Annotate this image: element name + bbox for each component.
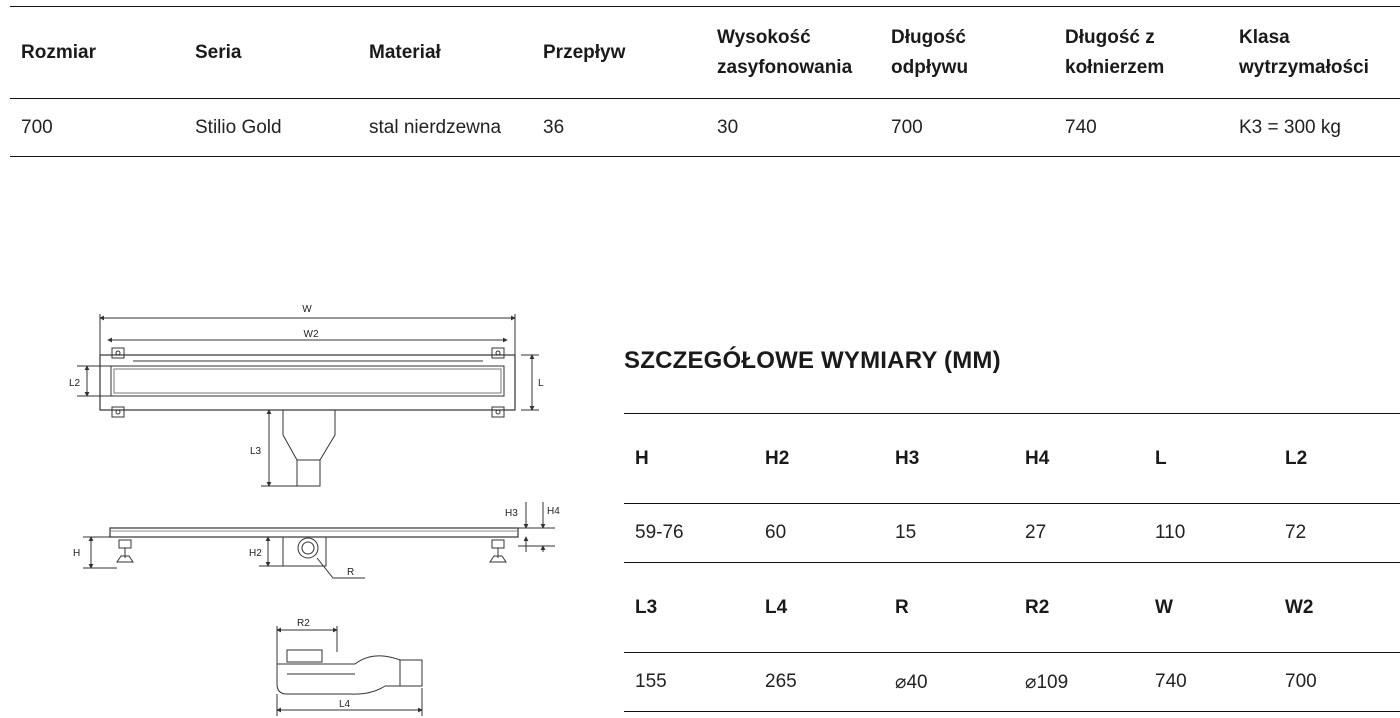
spec-value-wysokosc: 30 — [717, 116, 739, 138]
dim-value-h2: 60 — [765, 522, 787, 543]
dimensions-value-row — [624, 504, 1400, 563]
spec-value-dlugosc-kolnierz: 740 — [1065, 116, 1097, 138]
label-h3: H3 — [505, 508, 518, 519]
spec-header-material — [358, 7, 532, 99]
spec-header-text: Materiał — [369, 41, 441, 63]
spec-header-text: Klasa — [1239, 26, 1290, 48]
dimensions-header-row — [624, 563, 1400, 653]
dimensions-header-row — [624, 414, 1400, 504]
dim-value-r2: ⌀109 — [1025, 671, 1069, 693]
spec-value-row — [10, 99, 1400, 157]
dim-header-h4: H4 — [1025, 447, 1050, 469]
label-w2: W2 — [303, 329, 319, 340]
spec-value-przeplyw: 36 — [543, 116, 565, 138]
label-h: H — [73, 548, 81, 559]
drain-technical-drawing — [55, 290, 595, 718]
dimensions-value-row — [624, 653, 1400, 712]
dim-header-h: H — [635, 447, 649, 469]
dim-header-h3: H3 — [895, 447, 920, 469]
dim-header-r: R — [895, 596, 909, 618]
dim-value-l2: 72 — [1285, 522, 1307, 543]
label-l3: L3 — [250, 446, 262, 457]
dim-value-h3: 15 — [895, 522, 917, 543]
spec-header-dlugosc-odplywu — [880, 7, 1054, 99]
dim-header-l2: L2 — [1285, 447, 1308, 469]
spec-header-row — [10, 7, 1400, 99]
label-h4: H4 — [547, 506, 560, 517]
spec-header-klasa — [1228, 7, 1400, 99]
spec-header-text: odpływu — [891, 56, 969, 78]
dim-header-w2: W2 — [1285, 596, 1314, 618]
dim-value-h: 59-76 — [635, 522, 684, 543]
dim-value-r: ⌀40 — [895, 671, 928, 693]
spec-value-material: stal nierdzewna — [369, 116, 502, 138]
label-l4: L4 — [339, 699, 351, 710]
spec-header-wysokosc — [706, 7, 880, 99]
dimensions-title: SZCZEGÓŁOWE WYMIARY (MM) — [624, 347, 1001, 374]
dim-header-r2: R2 — [1025, 596, 1050, 618]
spec-header-text: Długość — [891, 26, 966, 48]
spec-header-text: Długość z — [1065, 26, 1155, 48]
dim-value-h4: 27 — [1025, 522, 1047, 543]
label-h2: H2 — [249, 548, 262, 559]
spec-value-seria: Stilio Gold — [195, 116, 282, 138]
spec-header-text: Rozmiar — [21, 41, 96, 63]
dim-header-l: L — [1155, 447, 1167, 469]
dim-header-l4: L4 — [765, 596, 788, 618]
label-w: W — [302, 304, 312, 315]
dim-header-h2: H2 — [765, 447, 790, 469]
label-l2: L2 — [69, 378, 81, 389]
label-r2: R2 — [297, 618, 310, 629]
dim-value-l3: 155 — [635, 671, 667, 692]
spec-header-text: wytrzymałości — [1239, 56, 1369, 78]
dim-header-w: W — [1155, 596, 1173, 618]
spec-header-text: zasyfonowania — [717, 56, 853, 78]
dim-value-w2: 700 — [1285, 671, 1317, 692]
dim-value-l4: 265 — [765, 671, 797, 692]
spec-header-przeplyw — [532, 7, 706, 99]
label-r: R — [347, 567, 355, 578]
spec-value-rozmiar: 700 — [21, 116, 53, 138]
dimensions-table — [624, 413, 1400, 712]
dim-header-l3: L3 — [635, 596, 658, 618]
dim-value-w: 740 — [1155, 671, 1187, 692]
spec-header-seria — [184, 7, 358, 99]
side-view — [83, 502, 555, 578]
spec-header-text: Seria — [195, 41, 242, 63]
spec-value-dlugosc-odplywu: 700 — [891, 116, 923, 138]
dim-value-l: 110 — [1155, 522, 1186, 543]
label-l: L — [538, 378, 544, 389]
spec-value-klasa: K3 = 300 kg — [1239, 116, 1341, 138]
spec-header-dlugosc-kolnierz — [1054, 7, 1228, 99]
spec-table — [10, 6, 1400, 157]
spec-header-text: Wysokość — [717, 26, 811, 48]
spec-header-text: Przepływ — [543, 41, 626, 63]
spec-header-rozmiar — [10, 7, 184, 99]
spec-header-text: kołnierzem — [1065, 56, 1165, 78]
